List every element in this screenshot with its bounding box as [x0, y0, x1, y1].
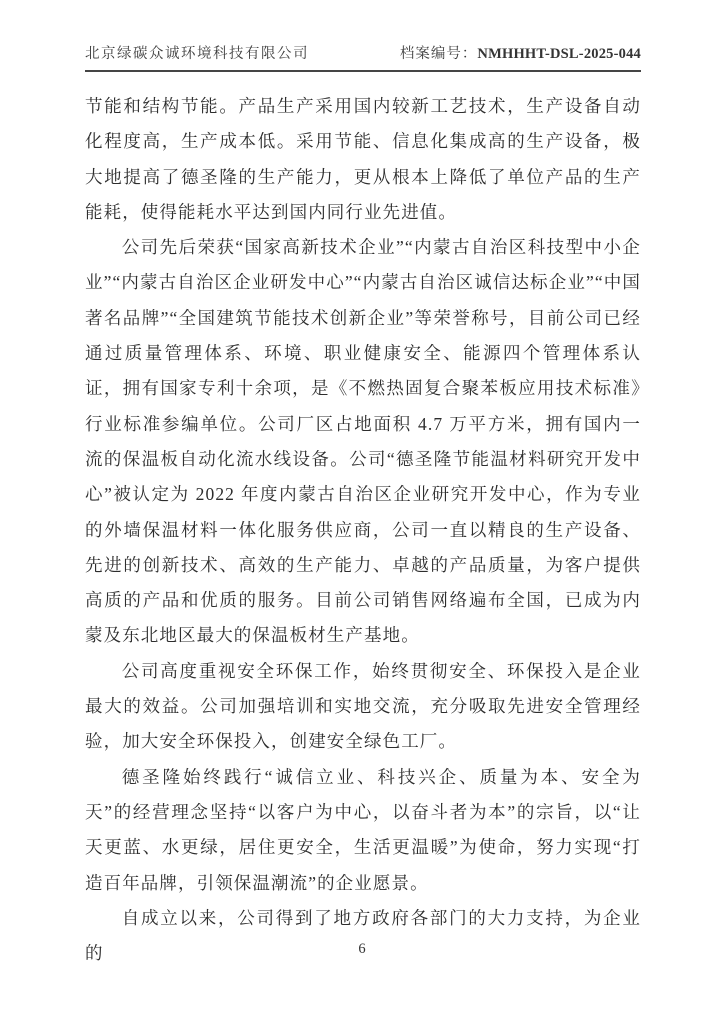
document-body: [85, 89, 641, 971]
archive-number: [400, 46, 641, 63]
page-number: 6: [358, 941, 366, 957]
archive-number-label: 档案编号：: [399, 46, 478, 62]
page-footer: [0, 941, 724, 958]
header-company-name: 北京绿碳众诚环境科技有限公司: [85, 46, 309, 62]
paragraph-3: 公司高度重视安全环保工作，始终贯彻安全、环保投入是企业最大的效益。公司加强培训和实地交流，充分吸取先进安全管理经验，加大安全环保投入，创建安全绿色工厂。: [85, 660, 641, 752]
paragraph-5: 自成立以来，公司得到了地方政府各部门的大力支持，为企业的: [85, 907, 641, 964]
archive-number-code: NMHHHT-DSL-2025-044: [477, 46, 641, 62]
page-header: [85, 46, 641, 70]
paragraph-4: 德圣隆始终践行“诚信立业、科技兴企、质量为本、安全为天”的经营理念坚持“以客户为中心，以奋斗者为本”的宗旨，以“让天更蓝、水更绿，居住更安全，生活更温暖”为使命，努力实现“打造百年品牌，引领保温潮流”的企业愿景。: [85, 766, 641, 893]
header-rule: [85, 70, 641, 72]
paragraph-1: 节能和结构节能。产品生产采用国内较新工艺技术，生产设备自动化程度高，生产成本低。采用节能、信息化集成高的生产设备，极大地提高了德圣隆的生产能力，更从根本上降低了单位产品的生产能耗，使得能耗水平达到国内同行业先进值。: [85, 96, 641, 222]
paragraph-2: 公司先后荣获“国家高新技术企业”“内蒙古自治区科技型中小企业”“内蒙古自治区企业研发中心”“内蒙古自治区诚信达标企业”“中国著名品牌”“全国建筑节能技术创新企业”等荣誉称号，目前公司已经通过质量管理体系、环境、职业健康安全、能源四个管理体系认证，拥有国家专利十余项，是《不燃热固复合聚苯板应用技术标准》行业标准参编单位。公司厂区占地面积 4.7 万平方米，拥有国内一流的保温板自动化流水线设备。公司“德圣隆节能温材料研究开发中心”被认定为 2022 年度内蒙古自治区企业研究开发中心，作为专业的外墙保温材料一体化服务供应商，公司一直以精良的生产设备、先进的创新技术、高效的生产能力、卓越的产品质量，为客户提供高质的产品和优质的服务。目前公司销售网络遍布全国，已成为内蒙及东北地区最大的保温板材生产基地。: [85, 237, 641, 646]
